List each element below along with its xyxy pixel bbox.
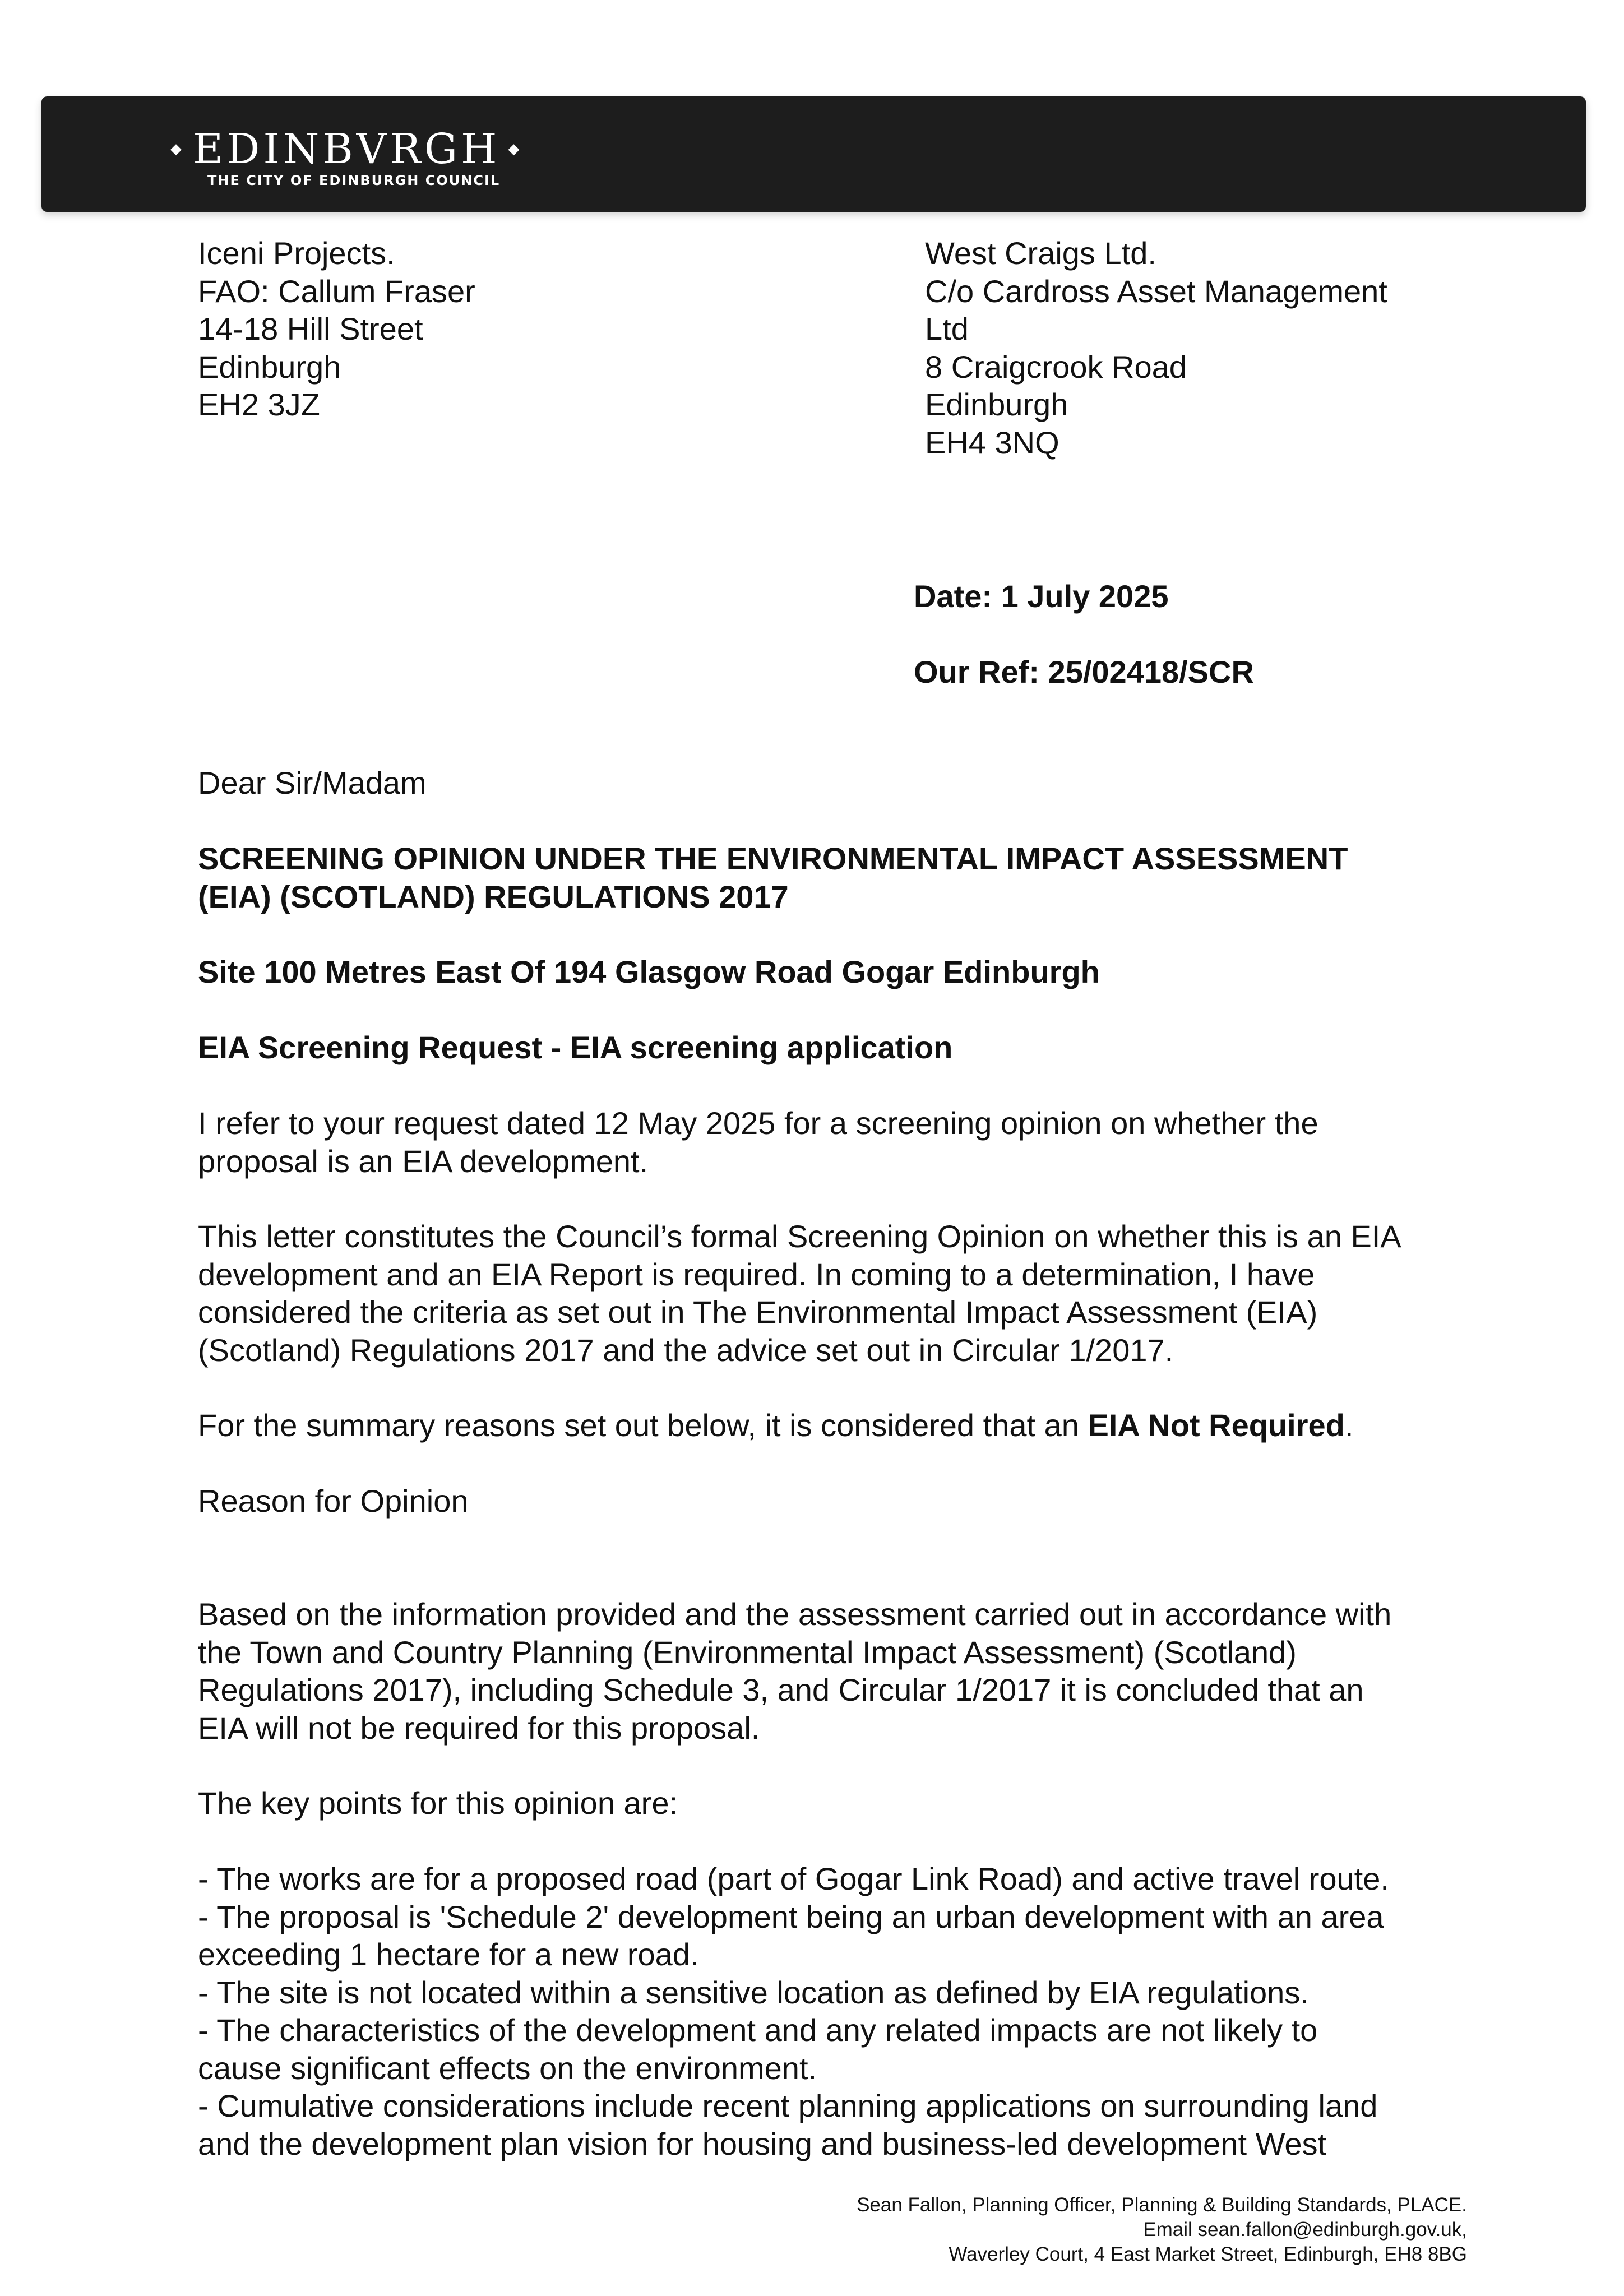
paragraph-conclusion bbox=[198, 1595, 1487, 1747]
list-item: - The site is not located within a sensitive location as defined by EIA regulations. bbox=[198, 1974, 1309, 2010]
request-type-text: EIA Screening Request - EIA screening application bbox=[198, 1030, 953, 1065]
logo-wordmark: EDINBVRGH bbox=[193, 125, 501, 173]
footer-line: Waverley Court, 4 East Market Street, Edinburgh, EH8 8BG bbox=[949, 2243, 1467, 2265]
paragraph-line: proposal is an EIA development. bbox=[198, 1143, 649, 1179]
list-item: cause significant effects on the environment. bbox=[198, 2050, 817, 2086]
heading-line: (EIA) (SCOTLAND) REGULATIONS 2017 bbox=[198, 878, 789, 914]
site-address-text: Site 100 Metres East Of 194 Glasgow Road Gogar Edinburgh bbox=[198, 954, 1100, 989]
paragraph-line: Regulations 2017), including Schedule 3, and Circular 1/2017 it is concluded that an bbox=[198, 1672, 1364, 1707]
paragraph-request bbox=[198, 1104, 1487, 1180]
list-item: - The works are for a proposed road (part of Gogar Link Road) and active travel route. bbox=[198, 1861, 1389, 1896]
list-item: exceeding 1 hectare for a new road. bbox=[198, 1937, 699, 1972]
address-line: Edinburgh bbox=[925, 387, 1068, 422]
list-item: - The characteristics of the development and any related impacts are not likely to bbox=[198, 2012, 1318, 2048]
address-line: Iceni Projects. bbox=[198, 235, 395, 271]
list-item: - The proposal is 'Schedule 2' development being an urban development with an area bbox=[198, 1899, 1384, 1934]
address-line: EH2 3JZ bbox=[198, 387, 320, 422]
salutation-text: Dear Sir/Madam bbox=[198, 765, 427, 800]
paragraph-line: Based on the information provided and the assessment carried out in accordance with bbox=[198, 1596, 1392, 1632]
key-points-intro-text: The key points for this opinion are: bbox=[198, 1785, 678, 1821]
address-line: 14-18 Hill Street bbox=[198, 311, 423, 346]
paragraph-line: (Scotland) Regulations 2017 and the advice set out in Circular 1/2017. bbox=[198, 1332, 1174, 1368]
letter-heading bbox=[198, 840, 1487, 915]
address-line: Edinburgh bbox=[198, 349, 341, 385]
paragraph-line: This letter constitutes the Council’s formal Screening Opinion on whether this is an EIA bbox=[198, 1219, 1401, 1254]
logo-ornament-left-icon: ◆ bbox=[170, 141, 185, 158]
recipient-address bbox=[198, 234, 475, 424]
salutation bbox=[198, 764, 1487, 802]
reason-heading-text: Reason for Opinion bbox=[198, 1483, 469, 1519]
letter-reference: Our Ref: 25/02418/SCR bbox=[914, 654, 1254, 689]
site-address bbox=[198, 953, 1487, 991]
request-type bbox=[198, 1029, 1487, 1067]
council-logo bbox=[163, 127, 531, 188]
logo-subtitle: THE CITY OF EDINBURGH COUNCIL bbox=[207, 173, 501, 188]
paragraph-determination bbox=[198, 1218, 1487, 1369]
paragraph-line: EIA will not be required for this proposal. bbox=[198, 1710, 760, 1746]
footer-line: Sean Fallon, Planning Officer, Planning & Building Standards, PLACE. bbox=[857, 2194, 1467, 2216]
address-line: C/o Cardross Asset Management bbox=[925, 273, 1387, 309]
address-line: Ltd bbox=[925, 311, 969, 346]
footer-email: Email sean.fallon@edinburgh.gov.uk, bbox=[1143, 2219, 1467, 2241]
paragraph-line: development and an EIA Report is required. In coming to a determination, I have bbox=[198, 1256, 1315, 1292]
address-line: West Craigs Ltd. bbox=[925, 235, 1156, 271]
reason-heading bbox=[198, 1482, 1487, 1520]
address-line: 8 Craigcrook Road bbox=[925, 349, 1187, 385]
paragraph-line: the Town and Country Planning (Environmental Impact Assessment) (Scotland) bbox=[198, 1634, 1297, 1670]
summary-prefix: For the summary reasons set out below, it is considered that an bbox=[198, 1408, 1088, 1443]
applicant-address bbox=[925, 234, 1387, 461]
paragraph-line: considered the criteria as set out in The Environmental Impact Assessment (EIA) bbox=[198, 1294, 1318, 1330]
list-item: and the development plan vision for housing and business-led development West bbox=[198, 2126, 1327, 2161]
logo-ornament-right-icon: ◆ bbox=[508, 141, 523, 158]
address-line: FAO: Callum Fraser bbox=[198, 273, 475, 309]
letter-date: Date: 1 July 2025 bbox=[914, 578, 1169, 614]
summary-suffix: . bbox=[1344, 1408, 1354, 1443]
officer-contact-footer bbox=[857, 2193, 1467, 2267]
summary-statement bbox=[198, 1406, 1487, 1445]
address-line: EH4 3NQ bbox=[925, 424, 1059, 460]
paragraph-line: I refer to your request dated 12 May 2025 for a screening opinion on whether the bbox=[198, 1105, 1318, 1141]
key-points-list bbox=[198, 1860, 1487, 2163]
list-item: - Cumulative considerations include recent planning applications on surrounding land bbox=[198, 2088, 1378, 2123]
key-points-intro bbox=[198, 1784, 1487, 1822]
council-header-banner bbox=[41, 96, 1586, 212]
summary-outcome: EIA Not Required bbox=[1088, 1408, 1345, 1443]
heading-line: SCREENING OPINION UNDER THE ENVIRONMENTAL IMPACT ASSESSMENT bbox=[198, 841, 1348, 876]
